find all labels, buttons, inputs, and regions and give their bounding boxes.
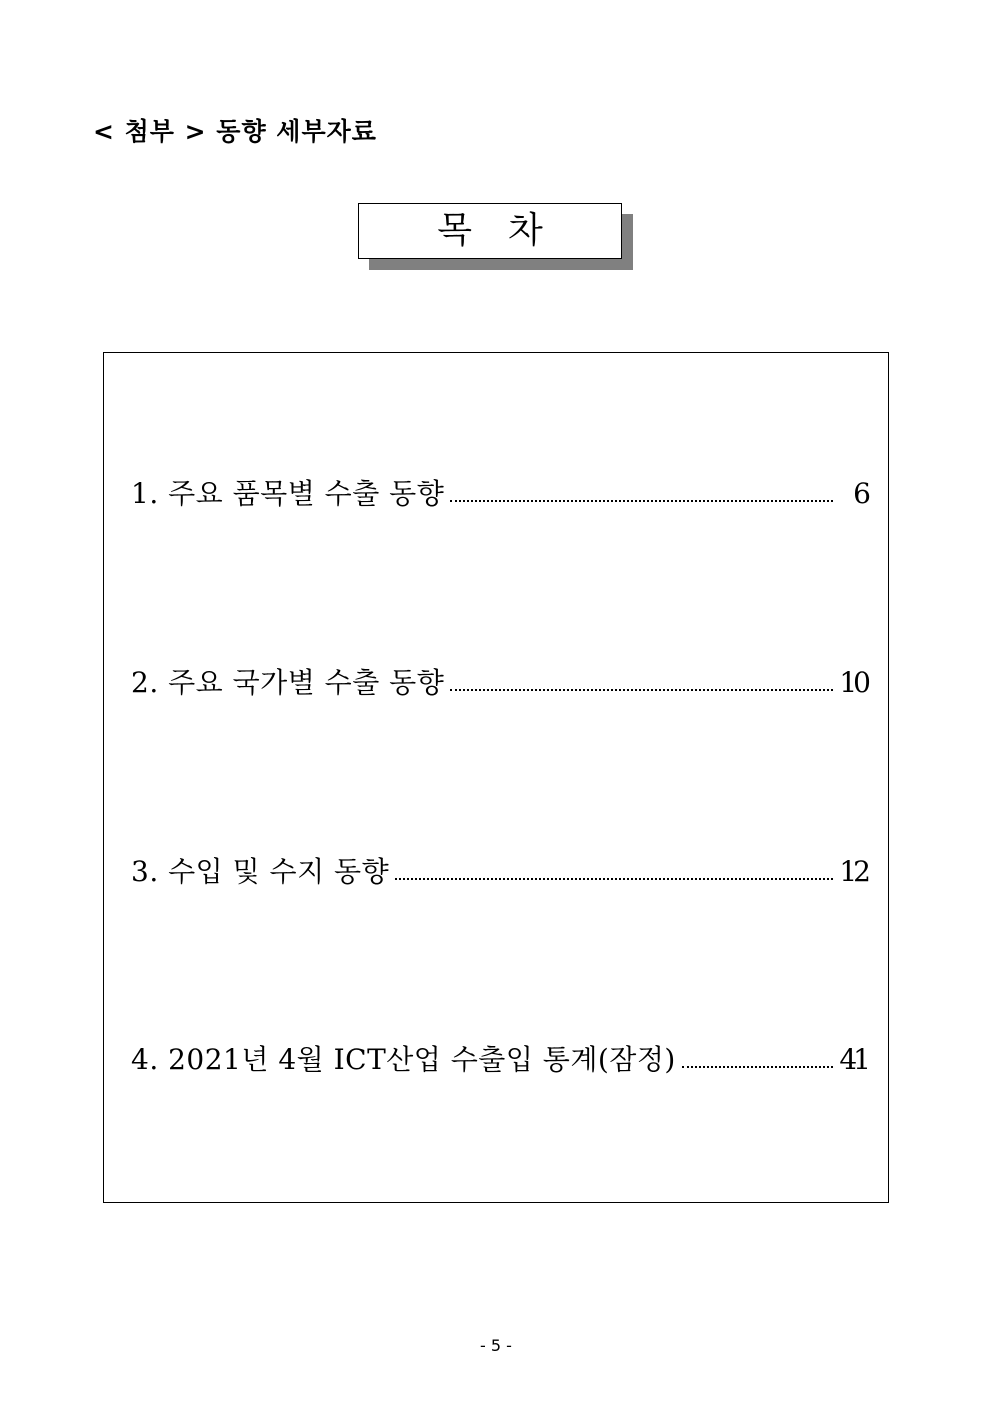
title-box [358,203,622,259]
toc-item-label: 3. 수입 및 수지 동향 [131,855,390,888]
toc-item-label: 2. 주요 국가별 수출 동향 [131,666,445,699]
page-number: - 5 - [480,1336,512,1355]
toc-item-page: 6 [853,477,867,510]
toc-dot-leader [450,689,833,691]
toc-item-1[interactable] [131,474,867,514]
toc-item-2[interactable] [131,663,867,703]
toc-item-page: 41 [839,1043,867,1076]
toc-item-4[interactable] [131,1040,867,1080]
toc-item-label: 4. 2021년 4월 ICT산업 수출입 통계(잠정) [131,1043,676,1076]
attachment-heading: < 첨부 > 동향 세부자료 [93,117,377,146]
toc-item-page: 10 [839,666,867,699]
toc-item-label: 1. 주요 품목별 수출 동향 [131,477,445,510]
toc-dot-leader [395,878,833,880]
toc-dot-leader [682,1066,833,1068]
toc-item-3[interactable] [131,852,867,892]
toc-dot-leader [450,500,833,502]
toc-item-page: 12 [839,855,867,888]
toc-title: 목차 [437,210,579,251]
